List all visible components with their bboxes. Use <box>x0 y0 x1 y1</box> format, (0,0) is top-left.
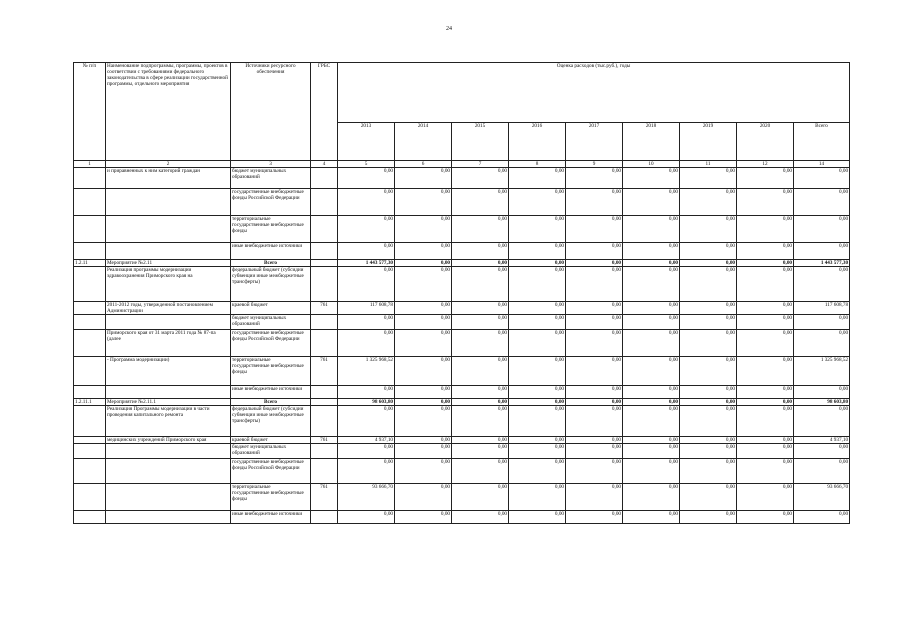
column-number-5: 6 <box>395 161 452 168</box>
row-source: иные внебюджетные источники <box>231 386 311 399</box>
row-value-7: 0,00 <box>737 168 794 189</box>
header-year-1: 2014 <box>395 123 452 161</box>
row-value-4: 0,00 <box>566 444 623 459</box>
row-value-8: 4 937,10 <box>794 437 850 444</box>
row-value-0: 117 608,78 <box>338 302 395 315</box>
row-value-2: 0,00 <box>452 330 509 357</box>
row-value-8: 93 666,70 <box>794 484 850 511</box>
row-value-8: 1 443 577,30 <box>794 260 850 267</box>
header-year-6: 2019 <box>680 123 737 161</box>
row-source: краевой бюджет <box>231 302 311 315</box>
row-number <box>74 386 106 399</box>
table-row <box>74 511 850 524</box>
column-number-9: 10 <box>623 161 680 168</box>
table-row <box>74 444 850 459</box>
row-grbs <box>311 459 338 484</box>
row-value-8: 98 603,80 <box>794 399 850 406</box>
row-value-4: 0,00 <box>566 459 623 484</box>
row-value-2: 0,00 <box>452 189 509 216</box>
table-row <box>74 260 850 267</box>
row-name: Реализация Программы модернизации в части проведения капитального ремонта <box>106 406 231 437</box>
row-value-0: 0,00 <box>338 315 395 330</box>
row-value-7: 0,00 <box>737 399 794 406</box>
row-value-0: 0,00 <box>338 267 395 302</box>
row-value-5: 0,00 <box>623 243 680 260</box>
row-value-3: 0,00 <box>509 459 566 484</box>
row-value-5: 0,00 <box>623 189 680 216</box>
row-value-2: 0,00 <box>452 243 509 260</box>
row-value-2: 0,00 <box>452 386 509 399</box>
column-number-11: 12 <box>737 161 794 168</box>
row-value-8: 0,00 <box>794 315 850 330</box>
column-number-6: 7 <box>452 161 509 168</box>
row-value-6: 0,00 <box>680 459 737 484</box>
table-row <box>74 437 850 444</box>
row-value-3: 0,00 <box>509 302 566 315</box>
row-value-5: 0,00 <box>623 330 680 357</box>
row-value-5: 0,00 <box>623 315 680 330</box>
row-value-5: 0,00 <box>623 437 680 444</box>
row-value-5: 0,00 <box>623 484 680 511</box>
row-value-8: 0,00 <box>794 243 850 260</box>
row-value-3: 0,00 <box>509 315 566 330</box>
row-source: Всего <box>231 399 311 406</box>
row-value-7: 0,00 <box>737 459 794 484</box>
row-name: Мероприятие №2.11.1 <box>106 399 231 406</box>
row-value-2: 0,00 <box>452 216 509 243</box>
row-name: медицинских учреждений Приморского края <box>106 437 231 444</box>
row-value-0: 93 666,70 <box>338 484 395 511</box>
row-value-1: 0,00 <box>395 484 452 511</box>
row-value-7: 0,00 <box>737 315 794 330</box>
row-value-3: 0,00 <box>509 406 566 437</box>
row-value-3: 0,00 <box>509 484 566 511</box>
row-value-0: 0,00 <box>338 444 395 459</box>
row-source: федеральный бюджет (субсидии субвенции иные межбюджетные трансферты) <box>231 267 311 302</box>
row-value-7: 0,00 <box>737 511 794 524</box>
row-number <box>74 511 106 524</box>
row-value-3: 0,00 <box>509 330 566 357</box>
row-value-5: 0,00 <box>623 386 680 399</box>
row-name: и приравненных к ним категорий граждан <box>106 168 231 189</box>
row-value-0: 0,00 <box>338 511 395 524</box>
row-value-2: 0,00 <box>452 168 509 189</box>
row-value-7: 0,00 <box>737 189 794 216</box>
row-value-7: 0,00 <box>737 484 794 511</box>
row-value-6: 0,00 <box>680 168 737 189</box>
row-value-0: 0,00 <box>338 168 395 189</box>
row-value-0: 4 937,10 <box>338 437 395 444</box>
row-value-8: 0,00 <box>794 406 850 437</box>
table-row <box>74 399 850 406</box>
row-value-5: 0,00 <box>623 399 680 406</box>
row-grbs <box>311 444 338 459</box>
row-name <box>106 315 231 330</box>
row-grbs <box>311 511 338 524</box>
row-grbs: 761 <box>311 357 338 386</box>
row-value-5: 0,00 <box>623 302 680 315</box>
row-grbs <box>311 399 338 406</box>
row-value-5: 0,00 <box>623 459 680 484</box>
row-number <box>74 216 106 243</box>
column-number-12: 14 <box>794 161 850 168</box>
row-value-8: 0,00 <box>794 168 850 189</box>
row-source: иные внебюджетные источники <box>231 243 311 260</box>
row-value-7: 0,00 <box>737 216 794 243</box>
row-grbs: 761 <box>311 302 338 315</box>
row-value-7: 0,00 <box>737 357 794 386</box>
row-number <box>74 330 106 357</box>
row-number <box>74 444 106 459</box>
row-value-2: 0,00 <box>452 444 509 459</box>
row-value-5: 0,00 <box>623 511 680 524</box>
row-name <box>106 216 231 243</box>
row-value-2: 0,00 <box>452 484 509 511</box>
row-value-2: 0,00 <box>452 406 509 437</box>
row-value-6: 0,00 <box>680 260 737 267</box>
row-source: территориальные государственные внебюджетные фонды <box>231 484 311 511</box>
table-row <box>74 330 850 357</box>
column-number-4: 5 <box>338 161 395 168</box>
row-value-6: 0,00 <box>680 437 737 444</box>
row-value-4: 0,00 <box>566 406 623 437</box>
header-year-8: Всего <box>794 123 850 161</box>
row-value-6: 0,00 <box>680 243 737 260</box>
column-number-7: 8 <box>509 161 566 168</box>
row-name <box>106 484 231 511</box>
table-row <box>74 357 850 386</box>
row-number <box>74 484 106 511</box>
header-name: Наименование подпрограммы, программы, проектов в соответствии с требованиями федерального законодательства в сфере реализации государственной программы, отдельного мероприятия <box>106 63 231 161</box>
row-value-8: 0,00 <box>794 386 850 399</box>
table-row <box>74 406 850 437</box>
row-source: бюджет муниципальных образований <box>231 444 311 459</box>
row-grbs <box>311 189 338 216</box>
row-name <box>106 459 231 484</box>
row-value-4: 0,00 <box>566 260 623 267</box>
row-grbs <box>311 267 338 302</box>
row-value-8: 0,00 <box>794 216 850 243</box>
row-value-4: 0,00 <box>566 399 623 406</box>
row-value-3: 0,00 <box>509 260 566 267</box>
row-value-4: 0,00 <box>566 302 623 315</box>
row-value-5: 0,00 <box>623 216 680 243</box>
row-value-8: 0,00 <box>794 459 850 484</box>
row-value-1: 0,00 <box>395 399 452 406</box>
row-value-1: 0,00 <box>395 302 452 315</box>
row-value-1: 0,00 <box>395 189 452 216</box>
row-name: Мероприятие №2.11 <box>106 260 231 267</box>
row-value-4: 0,00 <box>566 484 623 511</box>
row-source: государственные внебюджетные фонды Российской Федерации <box>231 459 311 484</box>
row-grbs: 761 <box>311 484 338 511</box>
row-source: бюджет муниципальных образований <box>231 315 311 330</box>
row-value-2: 0,00 <box>452 437 509 444</box>
row-value-0: 98 603,80 <box>338 399 395 406</box>
row-value-7: 0,00 <box>737 444 794 459</box>
row-value-2: 0,00 <box>452 302 509 315</box>
row-value-4: 0,00 <box>566 315 623 330</box>
row-value-5: 0,00 <box>623 168 680 189</box>
row-value-6: 0,00 <box>680 216 737 243</box>
row-number <box>74 302 106 315</box>
row-value-0: 0,00 <box>338 386 395 399</box>
row-value-4: 0,00 <box>566 437 623 444</box>
row-value-8: 1 325 968,52 <box>794 357 850 386</box>
column-number-3: 4 <box>311 161 338 168</box>
row-number <box>74 315 106 330</box>
row-value-3: 0,00 <box>509 168 566 189</box>
table-row <box>74 168 850 189</box>
row-source: Всего <box>231 260 311 267</box>
row-number <box>74 459 106 484</box>
row-value-7: 0,00 <box>737 302 794 315</box>
row-value-7: 0,00 <box>737 267 794 302</box>
row-value-4: 0,00 <box>566 216 623 243</box>
column-number-8: 9 <box>566 161 623 168</box>
header-year-7: 2020 <box>737 123 794 161</box>
row-value-0: 0,00 <box>338 330 395 357</box>
header-costs: Оценка расходов (тыс.руб.), годы <box>338 63 850 123</box>
row-value-0: 1 443 577,30 <box>338 260 395 267</box>
row-value-6: 0,00 <box>680 406 737 437</box>
column-number-10: 11 <box>680 161 737 168</box>
row-value-4: 0,00 <box>566 386 623 399</box>
row-source: иные внебюджетные источники <box>231 511 311 524</box>
row-value-3: 0,00 <box>509 444 566 459</box>
row-grbs <box>311 330 338 357</box>
header-source: Источники ресурсного обеспечения <box>231 63 311 161</box>
header-year-4: 2017 <box>566 123 623 161</box>
row-value-8: 0,00 <box>794 267 850 302</box>
row-value-8: 0,00 <box>794 189 850 216</box>
row-value-4: 0,00 <box>566 267 623 302</box>
row-source: государственные внебюджетные фонды Российской Федерации <box>231 330 311 357</box>
row-value-6: 0,00 <box>680 399 737 406</box>
row-value-1: 0,00 <box>395 386 452 399</box>
table-row <box>74 267 850 302</box>
row-value-3: 0,00 <box>509 437 566 444</box>
row-grbs <box>311 260 338 267</box>
row-value-3: 0,00 <box>509 357 566 386</box>
table-row <box>74 484 850 511</box>
row-value-4: 0,00 <box>566 168 623 189</box>
header-num: № п/п <box>74 63 106 161</box>
row-value-8: 0,00 <box>794 330 850 357</box>
row-value-1: 0,00 <box>395 168 452 189</box>
row-value-2: 0,00 <box>452 260 509 267</box>
column-number-2: 3 <box>231 161 311 168</box>
table-row <box>74 216 850 243</box>
table-row <box>74 459 850 484</box>
row-value-6: 0,00 <box>680 357 737 386</box>
row-number <box>74 437 106 444</box>
table-row <box>74 189 850 216</box>
row-source: государственные внебюджетные фонды Российской Федерации <box>231 189 311 216</box>
row-value-6: 0,00 <box>680 444 737 459</box>
row-value-1: 0,00 <box>395 260 452 267</box>
row-value-0: 0,00 <box>338 243 395 260</box>
row-value-5: 0,00 <box>623 267 680 302</box>
column-number-0: 1 <box>74 161 106 168</box>
row-value-2: 0,00 <box>452 315 509 330</box>
row-value-5: 0,00 <box>623 444 680 459</box>
row-value-6: 0,00 <box>680 315 737 330</box>
row-value-7: 0,00 <box>737 437 794 444</box>
budget-table <box>73 62 850 524</box>
row-value-1: 0,00 <box>395 459 452 484</box>
row-value-7: 0,00 <box>737 386 794 399</box>
row-value-6: 0,00 <box>680 330 737 357</box>
row-value-1: 0,00 <box>395 406 452 437</box>
row-value-2: 0,00 <box>452 267 509 302</box>
row-value-2: 0,00 <box>452 511 509 524</box>
row-value-6: 0,00 <box>680 267 737 302</box>
row-value-0: 0,00 <box>338 189 395 216</box>
row-value-7: 0,00 <box>737 243 794 260</box>
table-row <box>74 302 850 315</box>
row-number <box>74 357 106 386</box>
row-value-5: 0,00 <box>623 406 680 437</box>
row-value-5: 0,00 <box>623 260 680 267</box>
row-value-1: 0,00 <box>395 330 452 357</box>
row-value-1: 0,00 <box>395 243 452 260</box>
row-number: 1.2.11 <box>74 260 106 267</box>
row-value-1: 0,00 <box>395 511 452 524</box>
row-value-7: 0,00 <box>737 260 794 267</box>
row-source: краевой бюджет <box>231 437 311 444</box>
row-value-1: 0,00 <box>395 267 452 302</box>
row-name <box>106 511 231 524</box>
row-number <box>74 189 106 216</box>
row-value-1: 0,00 <box>395 357 452 386</box>
table-row <box>74 315 850 330</box>
row-value-3: 0,00 <box>509 386 566 399</box>
row-value-0: 0,00 <box>338 216 395 243</box>
row-value-4: 0,00 <box>566 330 623 357</box>
row-value-3: 0,00 <box>509 267 566 302</box>
row-value-8: 0,00 <box>794 511 850 524</box>
row-name <box>106 444 231 459</box>
row-source: бюджет муниципальных образований <box>231 168 311 189</box>
row-grbs <box>311 216 338 243</box>
row-value-2: 0,00 <box>452 459 509 484</box>
header-grbs: ГРБС <box>311 63 338 161</box>
table-row <box>74 243 850 260</box>
row-value-4: 0,00 <box>566 511 623 524</box>
row-name: Реализация программы модернизации здравоохранения Приморского края на <box>106 267 231 302</box>
row-value-5: 0,00 <box>623 357 680 386</box>
row-value-3: 0,00 <box>509 216 566 243</box>
row-number: 1.2.11.1 <box>74 399 106 406</box>
row-value-3: 0,00 <box>509 243 566 260</box>
header-year-0: 2013 <box>338 123 395 161</box>
row-grbs: 761 <box>311 437 338 444</box>
row-name: Приморского края от 31 марта 2011 года № 87-па (далее <box>106 330 231 357</box>
row-name <box>106 386 231 399</box>
row-grbs <box>311 168 338 189</box>
row-grbs <box>311 386 338 399</box>
row-value-6: 0,00 <box>680 484 737 511</box>
row-value-1: 0,00 <box>395 437 452 444</box>
header-year-3: 2016 <box>509 123 566 161</box>
row-value-6: 0,00 <box>680 386 737 399</box>
row-value-3: 0,00 <box>509 399 566 406</box>
row-value-3: 0,00 <box>509 511 566 524</box>
row-value-6: 0,00 <box>680 511 737 524</box>
row-value-6: 0,00 <box>680 189 737 216</box>
row-number <box>74 267 106 302</box>
row-source: федеральный бюджет (субсидии субвенции иные межбюджетные трансферты) <box>231 406 311 437</box>
header-year-5: 2018 <box>623 123 680 161</box>
row-value-6: 0,00 <box>680 302 737 315</box>
row-grbs <box>311 406 338 437</box>
row-value-0: 0,00 <box>338 459 395 484</box>
row-grbs <box>311 243 338 260</box>
row-value-7: 0,00 <box>737 330 794 357</box>
row-name: 2011-2012 годы, утвержденной постановлением Администрации <box>106 302 231 315</box>
row-value-4: 0,00 <box>566 243 623 260</box>
row-value-8: 0,00 <box>794 444 850 459</box>
row-grbs <box>311 315 338 330</box>
table-row <box>74 386 850 399</box>
row-value-4: 0,00 <box>566 357 623 386</box>
row-value-0: 1 325 968,52 <box>338 357 395 386</box>
row-number <box>74 243 106 260</box>
row-value-2: 0,00 <box>452 399 509 406</box>
row-name <box>106 243 231 260</box>
row-value-1: 0,00 <box>395 315 452 330</box>
row-number <box>74 168 106 189</box>
row-name <box>106 189 231 216</box>
row-name: - Программа модернизации) <box>106 357 231 386</box>
header-year-2: 2015 <box>452 123 509 161</box>
row-number <box>74 406 106 437</box>
row-value-4: 0,00 <box>566 189 623 216</box>
row-value-8: 117 608,78 <box>794 302 850 315</box>
row-value-0: 0,00 <box>338 406 395 437</box>
row-value-7: 0,00 <box>737 406 794 437</box>
row-value-1: 0,00 <box>395 444 452 459</box>
row-source: территориальные государственные внебюджетные фонды <box>231 357 311 386</box>
column-number-1: 2 <box>106 161 231 168</box>
row-value-2: 0,00 <box>452 357 509 386</box>
page-number: 24 <box>446 26 452 32</box>
row-value-1: 0,00 <box>395 216 452 243</box>
row-source: территориальные государственные внебюджетные фонды <box>231 216 311 243</box>
row-value-3: 0,00 <box>509 189 566 216</box>
